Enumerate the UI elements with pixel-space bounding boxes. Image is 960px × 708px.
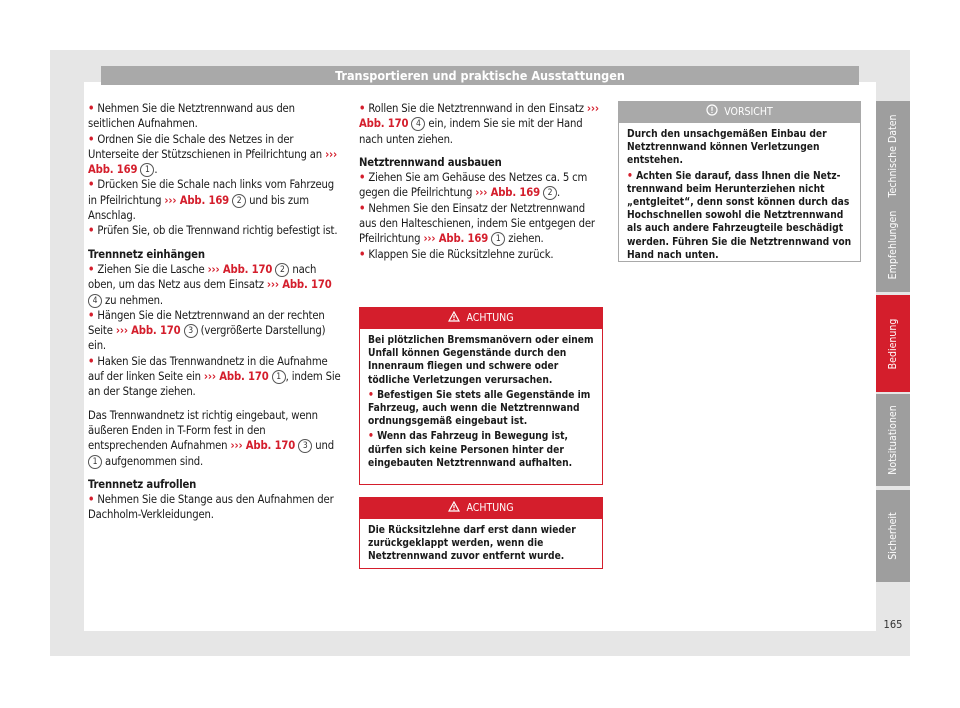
warning-box <box>359 497 603 569</box>
step: • Klappen Sie die Rücksitzlehne zurück. <box>359 247 554 261</box>
bullet: • <box>88 102 95 115</box>
tab-empfehlungen[interactable]: Empfehlungen <box>876 198 910 292</box>
callout-number: 1 <box>272 370 286 384</box>
step: • Drücken Sie die Schale nach links vom Fahrzeug in Pfeilrichtung ››› Abb. 169 2 und bis zum Anschlag. <box>88 178 334 223</box>
warning-header: ACHTUNG <box>360 308 602 329</box>
step: • Hängen Sie die Netztrennwand an der rechten Seite ››› Abb. 170 3 (vergrößerte Darstellung) ein. <box>88 308 326 353</box>
bullet: • <box>359 171 366 185</box>
tab-bedienung[interactable]: Bedienung <box>876 295 910 392</box>
caution-box <box>618 101 861 262</box>
callout-number: 1 <box>88 455 102 469</box>
bullet: • <box>88 493 95 507</box>
warning-box <box>359 307 603 485</box>
step: • Haken Sie das Trennwandnetz in die Aufnahme auf der linken Seite ein ››› Abb. 170 1 , indem Sie an der Stange ziehen. <box>88 354 341 399</box>
callout-number: 2 <box>543 186 557 200</box>
step: • Nehmen Sie die Netztrennwand aus den seitlichen Aufnahmen. <box>88 102 295 131</box>
callout-number: 3 <box>298 439 312 453</box>
callout-number: 4 <box>411 117 425 131</box>
tab-sicherheit[interactable]: Sicherheit <box>876 490 910 582</box>
info-circle-icon <box>706 104 718 116</box>
column-middle <box>359 101 601 262</box>
warning-triangle-icon <box>448 311 460 322</box>
step: • Ordnen Sie die Schale des Netzes in der Unterseite der Stützschienen in Pfeilrichtung an ››› Abb. 169 1 . <box>88 132 338 177</box>
bullet: • <box>88 308 95 322</box>
warning-header: ACHTUNG <box>360 498 602 519</box>
section-heading: Trennnetz einhängen <box>88 247 205 261</box>
callout-number: 3 <box>184 324 198 338</box>
step: • Prüfen Sie, ob die Trennwand richtig befestigt ist. <box>88 224 338 238</box>
step: • Ziehen Sie die Lasche ››› Abb. 170 2 nach oben, um das Netz aus dem Einsatz ››› Abb. 170 4 zu nehmen. <box>88 262 332 307</box>
figure-link[interactable]: ››› Abb. 169 <box>423 232 489 246</box>
figure-link[interactable]: ››› Abb. 170 <box>359 102 599 131</box>
column-left <box>88 101 344 523</box>
warning-text: Bei plötzlichen Bremsmanövern oder einem Unfall können Gegenstände durch den Innenraum fliegen und schwere oder tödliche Verletzungen verursachen. <box>368 335 594 386</box>
figure-link[interactable]: ››› Abb. 169 <box>475 186 540 200</box>
bullet: • <box>359 201 366 215</box>
page-header: Transportieren und praktische Ausstattungen <box>101 66 859 85</box>
paragraph: Das Trennwandnetz ist richtig eingebaut, wenn äußeren Enden in T-Form fest in den entsprechenden Aufnahmen ››› Abb. 170 3 und 1 aufgenommen sind. <box>88 408 334 468</box>
warning-bullet: • Wenn das Fahrzeug in Bewegung ist, dürfen sich keine Personen hinter der eingebauten Netztrennwand aufhalten. <box>368 431 573 469</box>
warning-text: Die Rücksitzlehne darf erst dann wieder zurückgeklappt werden, wenn die Netztrennwand zuvor entfernt wurde. <box>368 525 576 563</box>
figure-link[interactable]: ››› Abb. 170 <box>230 439 296 453</box>
warning-triangle-icon <box>448 501 460 512</box>
figure-link[interactable]: ››› Abb. 169 <box>88 147 338 177</box>
figure-link[interactable]: ››› Abb. 169 <box>164 193 230 207</box>
bullet: • <box>88 262 95 276</box>
callout-number: 1 <box>140 163 154 177</box>
warning-bullet: • Befestigen Sie stets alle Gegenstände im Fahrzeug, auch wenn die Netztrennwand ordnungsgemäß eingebaut ist. <box>368 389 591 428</box>
tab-technische-daten[interactable]: Technische Daten <box>876 101 910 211</box>
figure-link[interactable]: ››› Abb. 170 <box>115 324 181 338</box>
callout-number: 2 <box>232 194 246 208</box>
step: • Nehmen Sie den Einsatz der Netztrennwand aus den Halteschienen, indem Sie entgegen der Pfeilrichtung ››› Abb. 169 1 ziehen. <box>359 201 595 246</box>
figure-link[interactable]: ››› Abb. 170 <box>203 370 269 384</box>
tab-notsituationen[interactable]: Notsituationen <box>876 394 910 486</box>
callout-number: 1 <box>491 232 505 246</box>
callout-number: 2 <box>275 263 289 277</box>
callout-number: 4 <box>88 294 102 308</box>
figure-link[interactable]: ››› Abb. 170 <box>207 262 273 276</box>
bullet: • <box>88 132 95 146</box>
step: • Ziehen Sie am Gehäuse des Netzes ca. 5 cm gegen die Pfeilrichtung ››› Abb. 169 2 . <box>359 171 588 200</box>
bullet: • <box>359 102 366 115</box>
figure-link[interactable]: ››› Abb. 170 <box>266 278 332 292</box>
step: • Nehmen Sie die Stange aus den Aufnahmen der Dachholm-Verkleidungen. <box>88 493 334 522</box>
caution-bullet: • Achten Sie darauf, dass Ihnen die Netztrennwand beim Herunterziehen nicht „entgleitet“, denn sonst können durch das Hochschnellen sowohl die Netztrennwand als auch andere Fahrzeugteile beschädigt werden. Führen Sie die Netztrennwand von Hand nach unten. <box>627 170 852 261</box>
bullet: • <box>359 247 366 261</box>
bullet: • <box>88 178 95 192</box>
bullet: • <box>88 354 95 368</box>
step: • Rollen Sie die Netztrennwand in den Einsatz ››› Abb. 170 4 ein, indem Sie sie mit der Hand nach unten ziehen. <box>359 102 599 146</box>
page-number: 165 <box>883 618 903 631</box>
section-heading: Netztrennwand ausbauen <box>359 155 502 169</box>
caution-header: VORSICHT <box>619 102 860 123</box>
caution-text: Durch den unsachgemäßen Einbau der Netztrennwand können Verletzungen entstehen. <box>627 129 827 167</box>
bullet: • <box>88 224 95 238</box>
section-heading: Trennnetz aufrollen <box>88 477 197 491</box>
